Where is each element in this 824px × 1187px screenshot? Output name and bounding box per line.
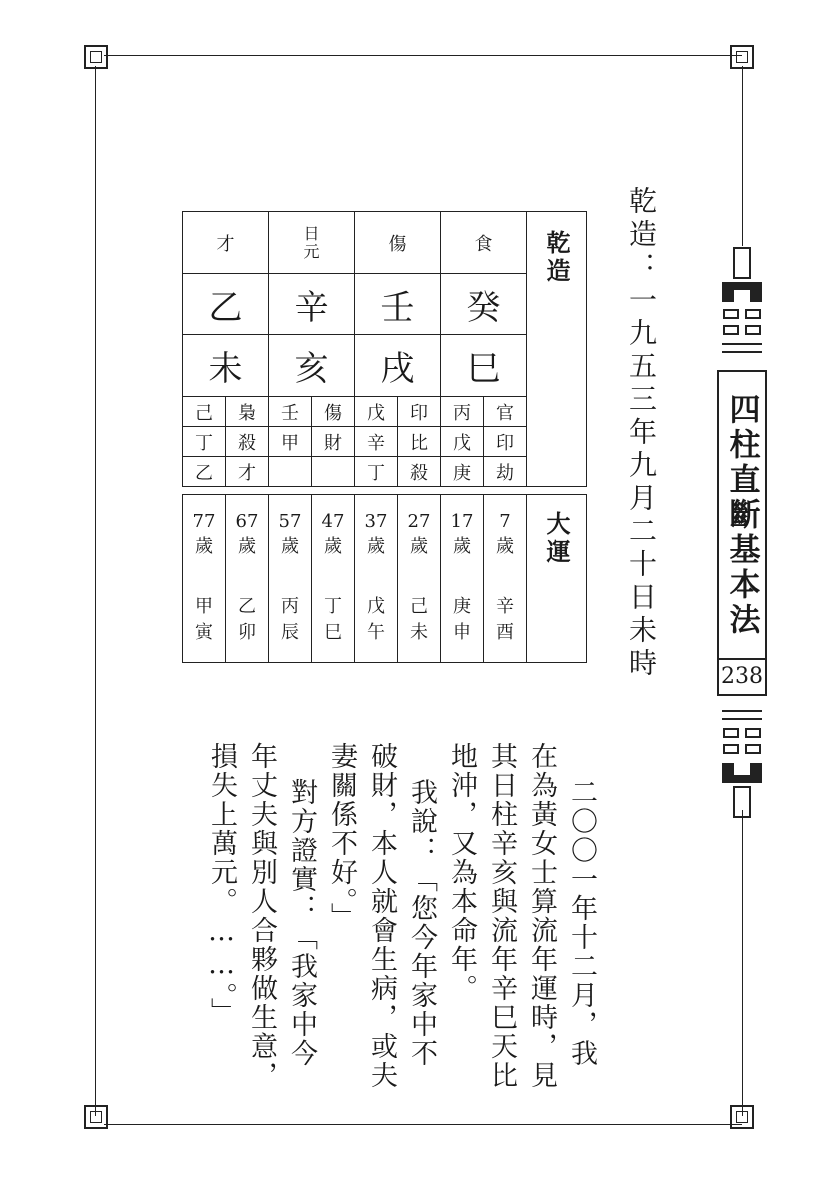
hidden-stem: 丁 [183, 427, 226, 457]
frame-right-line [742, 66, 743, 246]
branch-cell: 未 [183, 335, 269, 397]
frame-corner-bottom-left [84, 1105, 108, 1129]
hidden-god: 印 [398, 397, 441, 427]
branch-cell: 巳 [441, 335, 527, 397]
luck-cell [355, 495, 398, 663]
hidden-stem: 丁 [355, 457, 398, 487]
luck-age-unit: 歲 [195, 536, 213, 557]
luck-pillar: 丁巳 [324, 596, 342, 643]
top-ornament-icon [718, 244, 766, 370]
frame-left-line [95, 66, 96, 1116]
hidden-stem: 己 [183, 397, 226, 427]
luck-age-unit: 歲 [238, 536, 256, 557]
god-cell: 傷 [355, 212, 441, 274]
luck-age: 27 [407, 511, 431, 532]
hidden-god: 才 [226, 457, 269, 487]
stem-cell: 辛 [269, 274, 355, 335]
hidden-god: 傷 [312, 397, 355, 427]
body-line: 我說：「您今年家中不 [406, 778, 437, 1068]
body-line: 妻關係不好。」 [326, 742, 357, 932]
luck-age-unit: 歲 [453, 536, 471, 557]
luck-age: 67 [235, 511, 259, 532]
god-cell [269, 212, 355, 274]
body-line: 損失上萬元。……。」 [206, 742, 237, 1027]
frame-top-line [104, 55, 742, 56]
luck-age-unit: 歲 [410, 536, 428, 557]
hidden-stem: 辛 [355, 427, 398, 457]
chart-label: 乾造 [542, 230, 571, 286]
hidden-stem: 甲 [269, 427, 312, 457]
hidden-stem [269, 457, 312, 487]
luck-age: 57 [278, 511, 302, 532]
frame-bottom-line [104, 1124, 742, 1125]
luck-cell [312, 495, 355, 663]
luck-age: 77 [192, 511, 216, 532]
running-title-box [717, 370, 767, 660]
hidden-stem: 戊 [355, 397, 398, 427]
luck-age-unit: 歲 [367, 536, 385, 557]
branch-cell: 亥 [269, 335, 355, 397]
stem-cell: 乙 [183, 274, 269, 335]
hidden-stem: 戊 [441, 427, 484, 457]
luck-age: 47 [321, 511, 345, 532]
luck-pillar: 甲寅 [195, 596, 213, 643]
hidden-god: 殺 [398, 457, 441, 487]
body-line: 對方證實：「我家中今 [286, 778, 317, 1068]
day-master-label: 日元 [303, 223, 320, 261]
luck-cell [183, 495, 226, 663]
frame-corner-top-right [730, 45, 754, 69]
god-cell: 食 [441, 212, 527, 274]
luck-age: 37 [364, 511, 388, 532]
luck-cell [398, 495, 441, 663]
luck-age-unit: 歲 [281, 536, 299, 557]
hidden-god: 殺 [226, 427, 269, 457]
god-cell: 才 [183, 212, 269, 274]
luck-pillar: 庚申 [453, 596, 471, 643]
body-line: 地沖，又為本命年。 [446, 742, 477, 1003]
stem-cell: 癸 [441, 274, 527, 335]
body-line: 在為黃女士算流年運時，見 [526, 742, 557, 1090]
hidden-god: 梟 [226, 397, 269, 427]
luck-pillar: 戊午 [367, 596, 385, 643]
frame-corner-bottom-right [730, 1105, 754, 1129]
hidden-stem: 乙 [183, 457, 226, 487]
stem-cell: 壬 [355, 274, 441, 335]
luck-pillar: 辛酉 [496, 596, 514, 643]
hidden-god: 比 [398, 427, 441, 457]
hidden-god: 劫 [484, 457, 527, 487]
hidden-stem: 庚 [441, 457, 484, 487]
luck-age: 17 [450, 511, 474, 532]
frame-corner-top-left [84, 45, 108, 69]
body-line: 二〇〇一年十二月，我 [566, 778, 597, 1068]
luck-age-unit: 歲 [324, 536, 342, 557]
body-line: 年丈夫與別人合夥做生意， [246, 742, 277, 1090]
bazi-chart [182, 211, 587, 487]
luck-cell [269, 495, 312, 663]
luck-pillar: 丙辰 [281, 596, 299, 643]
luck-pillars-table [182, 494, 587, 663]
luck-cell [484, 495, 527, 663]
luck-label-cell [527, 495, 587, 663]
body-line: 破財，本人就會生病，或夫 [366, 742, 397, 1090]
hidden-god [312, 457, 355, 487]
body-line: 其日柱辛亥與流年辛巳天比 [486, 742, 517, 1090]
hidden-god: 財 [312, 427, 355, 457]
running-title: 四柱直斷基本法 [723, 392, 760, 638]
hidden-stem: 丙 [441, 397, 484, 427]
page-number: 238 [717, 660, 767, 696]
hidden-god: 印 [484, 427, 527, 457]
frame-right-line-lower [742, 810, 743, 1116]
luck-age: 7 [499, 511, 511, 532]
birth-line: 乾造：一九五三年九月二十日未時 [625, 186, 658, 681]
luck-age-unit: 歲 [496, 536, 514, 557]
hidden-god: 官 [484, 397, 527, 427]
bottom-ornament-icon [718, 705, 766, 825]
luck-cell [226, 495, 269, 663]
luck-label: 大運 [542, 511, 571, 567]
luck-cell [441, 495, 484, 663]
luck-pillar: 乙卯 [238, 596, 256, 643]
chart-label-cell [527, 212, 587, 487]
luck-pillar: 己未 [410, 596, 428, 643]
branch-cell: 戌 [355, 335, 441, 397]
hidden-stem: 壬 [269, 397, 312, 427]
